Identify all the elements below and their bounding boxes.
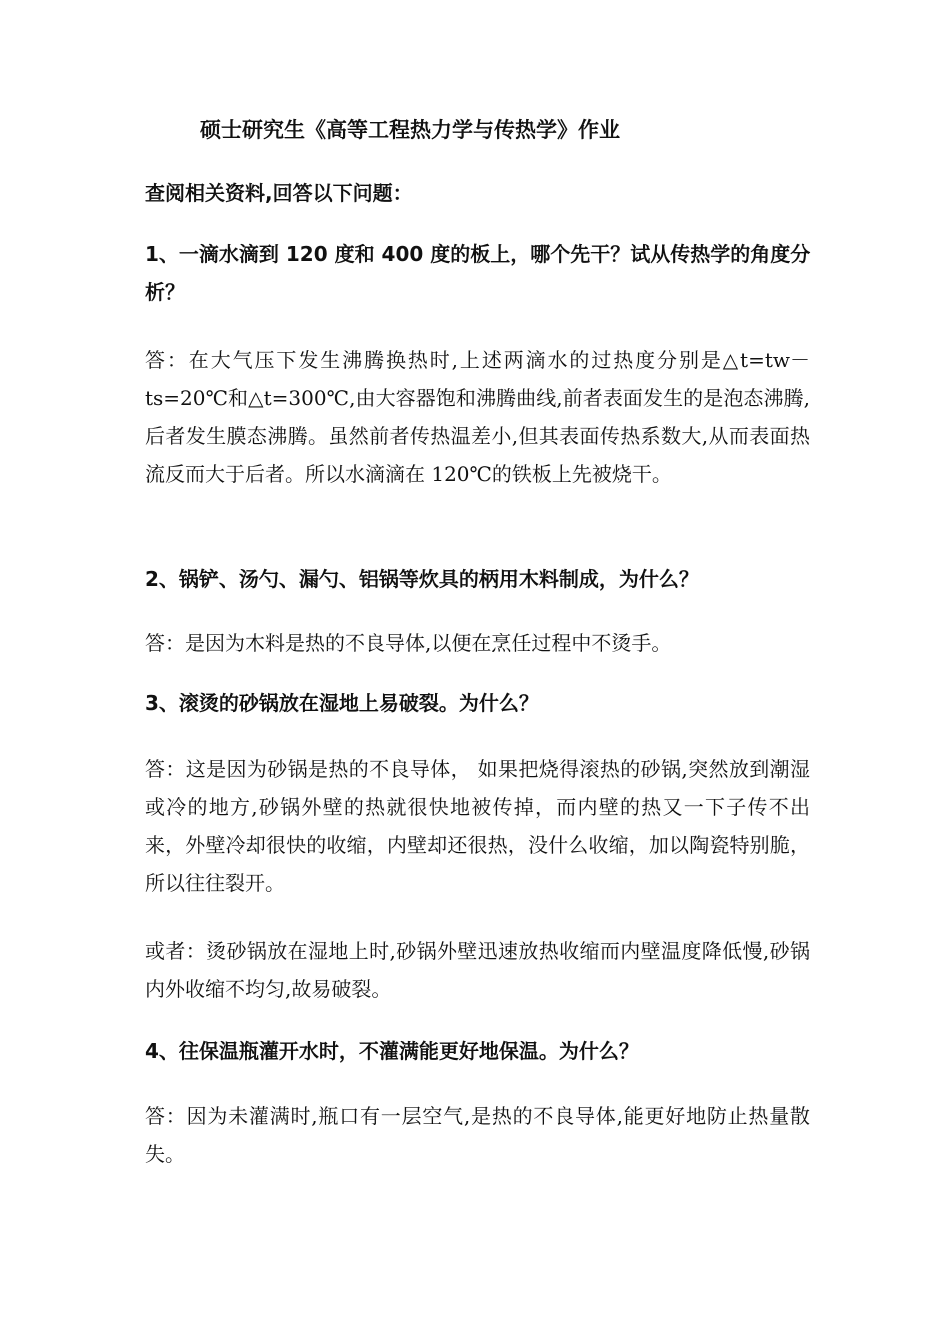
question-4: 4、往保温瓶灌开水时，不灌满能更好地保温。为什么？ (145, 1039, 639, 1063)
question-2: 2、锅铲、汤勺、漏勺、铝锅等炊具的柄用木料制成，为什么？ (145, 567, 699, 591)
question-1: 1、一滴水滴到 120 度和 400 度的板上，哪个先干？试从传热学的角度分析？ (145, 242, 811, 304)
answer-3-alternative: 或者：烫砂锅放在湿地上时,砂锅外壁迅速放热收缩而内壁温度降低慢,砂锅内外收缩不均匀,故易破裂。 (145, 939, 810, 1001)
question-3: 3、滚烫的砂锅放在湿地上易破裂。为什么？ (145, 691, 539, 715)
answer-1: 答：在大气压下发生沸腾换热时,上述两滴水的过热度分别是△t=tw－ts=20℃和△t=300℃,由大容器饱和沸腾曲线,前者表面发生的是泡态沸腾,后者发生膜态沸腾。虽然前者传热温差小,但其表面传热系数大,从而表面热流反而大于后者。所以水滴滴在 120℃的铁板上先被烧干。 (145, 348, 810, 486)
document-title: 硕士研究生《高等工程热力学与传热学》作业 (200, 118, 620, 142)
instruction-heading: 查阅相关资料,回答以下问题： (145, 181, 413, 205)
answer-2: 答：是因为木料是热的不良导体,以便在烹任过程中不烫手。 (145, 631, 672, 655)
answer-3: 答：这是因为砂锅是热的不良导体， 如果把烧得滚热的砂锅,突然放到潮湿或冷的地方,砂锅外壁的热就很快地被传掉，而内壁的热又一下子传不出来，外壁冷却很快的收缩，内壁却还很热，没什么收缩，加以陶瓷特别脆，所以往往裂开。 (145, 757, 810, 895)
answer-4: 答：因为未灌满时,瓶口有一层空气,是热的不良导体,能更好地防止热量散失。 (145, 1104, 810, 1166)
